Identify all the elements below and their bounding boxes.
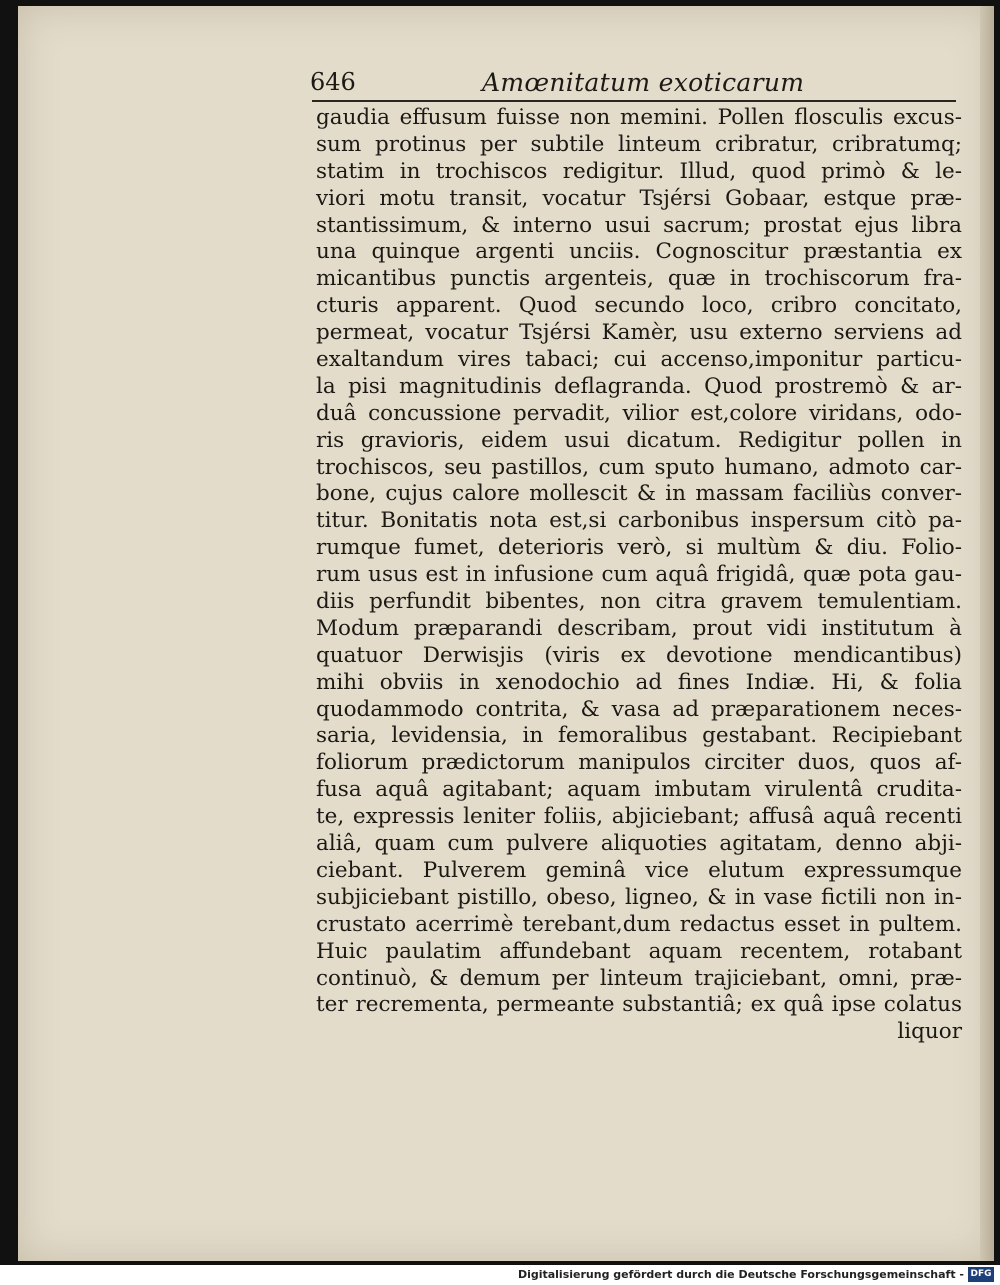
text-line: mihi obviis in xenodochio ad fines Indiæ. Hi, & folia (316, 669, 962, 695)
text-line: statim in trochiscos redigitur. Illud, quod primò & le- (316, 158, 962, 184)
text-line: Modum præparandi describam, prout vidi institutum à (316, 615, 962, 641)
text-line: micantibus punctis argenteis, quæ in trochiscorum fra- (316, 266, 962, 292)
text-line: fusa aquâ agitabant; aquam imbutam virulentâ crudita- (316, 777, 962, 803)
text-line: una quinque argenti unciis. Cognoscitur præstantia ex (316, 239, 962, 265)
running-title: Amœnitatum exoticarum (482, 68, 805, 97)
text-line: ter recrementa, permeante substantiâ; ex quâ ipse colatus (316, 992, 962, 1018)
text-line: trochiscos, seu pastillos, cum sputo humano, admoto car- (316, 454, 962, 480)
text-line: duâ concussione pervadit, vilior est,colore viridans, odo- (316, 400, 962, 426)
text-line: saria, levidensia, in femoralibus gestabant. Recipiebant (316, 723, 962, 749)
text-line: crustato acerrimè terebant,dum redactus esset in pultem. (316, 911, 962, 937)
text-line: Huic paulatim affundebant aquam recentem, rotabant (316, 938, 962, 964)
text-line: subjiciebant pistillo, obeso, ligneo, & in vase fictili non in- (316, 884, 962, 910)
text-line: la pisi magnitudinis deflagranda. Quod prostremò & ar- (316, 373, 962, 399)
text-line: diis perfundit bibentes, non citra gravem temulentiam. (316, 589, 962, 615)
text-line: te, expressis leniter foliis, abjiciebant; affusâ aquâ recenti (316, 804, 962, 830)
text-line: permeat, vocatur Tsjérsi Kamèr, usu externo serviens ad (316, 320, 962, 346)
text-line: sum protinus per subtile linteum cribratur, cribratumq; (316, 131, 962, 157)
text-line: foliorum prædictorum manipulos circiter duos, quos af- (316, 750, 962, 776)
footer-bar (0, 1265, 1000, 1285)
text-line: continuò, & demum per linteum trajiciebant, omni, præ- (316, 965, 962, 991)
text-line: rum usus est in infusione cum aquâ frigidâ, quæ pota gau- (316, 562, 962, 588)
text-line: cturis apparent. Quod secundo loco, cribro concitato, (316, 293, 962, 319)
text-line: stantissimum, & interno usui sacrum; prostat ejus libra (316, 212, 962, 238)
text-line: bone, cujus calore mollescit & in massam faciliùs conver- (316, 481, 962, 507)
text-line: exaltandum vires tabaci; cui accenso,imponitur particu- (316, 347, 962, 373)
page-edge (980, 6, 994, 1261)
text-line: viori motu transit, vocatur Tsjérsi Gobaar, estque præ- (316, 185, 962, 211)
text-line: aliâ, quam cum pulvere aliquoties agitatam, denno abji- (316, 831, 962, 857)
page-header (294, 66, 956, 102)
header-rule (312, 100, 956, 102)
digitization-credit: Digitalisierung gefördert durch die Deutsche Forschungsgemeinschaft - (517, 1268, 964, 1281)
dfg-logo-icon: DFG (968, 1267, 994, 1282)
text-line: rumque fumet, deterioris verò, si multùm & diu. Folio- (316, 535, 962, 561)
text-line: gaudia effusum fuisse non memini. Pollen flosculis excus- (316, 105, 962, 130)
text-line: ris gravioris, eidem usui dicatum. Redigitur pollen in (316, 427, 962, 453)
body-text (316, 105, 962, 1046)
text-line: quodammodo contrita, & vasa ad præparationem neces- (316, 696, 962, 722)
text-line: titur. Bonitatis nota est,si carbonibus inspersum citò pa- (316, 508, 962, 534)
page-number: 646 (310, 68, 356, 96)
text-line: liquor (897, 1019, 962, 1045)
text-line: quatuor Derwisjis (viris ex devotione mendicantibus) (316, 642, 962, 668)
text-line: ciebant. Pulverem geminâ vice elutum expressumque (316, 857, 962, 883)
